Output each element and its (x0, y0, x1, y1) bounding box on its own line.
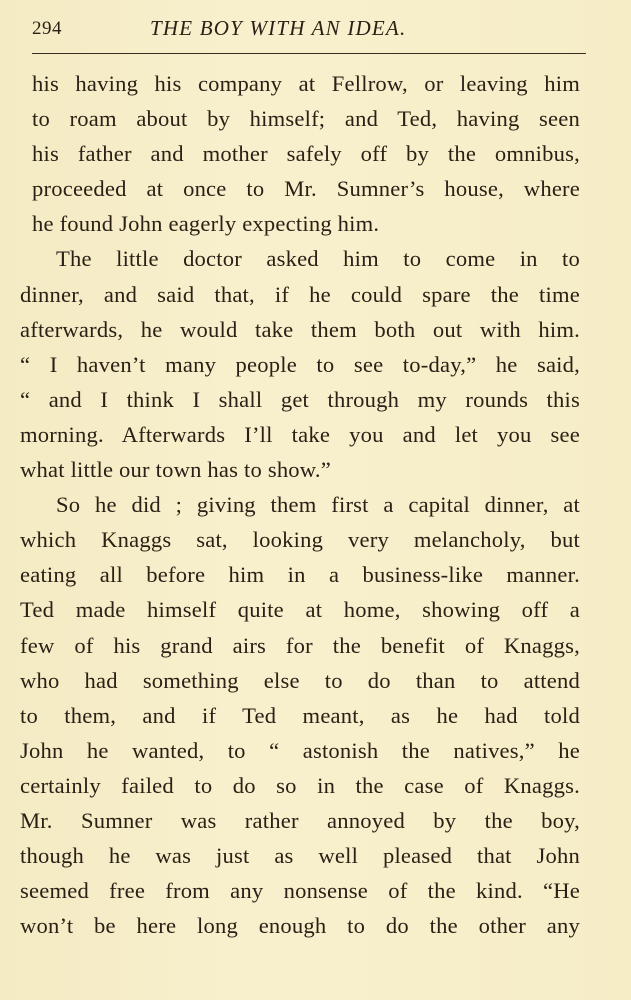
text-line: his having his company at Fellrow, or leaving him (32, 71, 580, 96)
text-line: “ and I think I shall get through my rounds this (20, 386, 580, 412)
text-line: certainly failed to do so in the case of Knaggs. (20, 772, 580, 798)
text-line: who had something else to do than to attend (20, 667, 580, 693)
text-line: few of his grand airs for the benefit of Knaggs, (20, 632, 580, 658)
text-line: John he wanted, to “ astonish the natives,” he (20, 737, 580, 763)
text-line: seemed free from any nonsense of the kind. “He (20, 878, 580, 904)
text-line: eating all before him in a business-like manner. (20, 562, 580, 588)
text-line: what little our town has to show.” (20, 457, 331, 483)
text-line: Ted made himself quite at home, showing off a (20, 597, 580, 623)
page-number: 294 (32, 18, 62, 39)
text-line: his father and mother safely off by the omnibus, (32, 141, 580, 167)
text-line: morning. Afterwards I’ll take you and let you see (20, 421, 580, 447)
text-line: which Knaggs sat, looking very melancholy, but (20, 527, 580, 553)
text-line: “ I haven’t many people to see to-day,” he said, (20, 351, 580, 377)
page-header (32, 14, 592, 44)
text-line: to them, and if Ted meant, as he had told (20, 702, 580, 728)
header-rule (32, 53, 586, 54)
text-line: dinner, and said that, if he could spare the time (20, 281, 580, 307)
text-line: he found John eagerly expecting him. (32, 211, 380, 237)
text-line: afterwards, he would take them both out with him. (20, 316, 580, 342)
text-line: though he was just as well pleased that John (20, 843, 580, 869)
text-line: The little doctor asked him to come in to (56, 246, 580, 272)
text-line: So he did ; giving them first a capital dinner, at (56, 492, 580, 518)
text-line: won’t be here long enough to do the other any (20, 913, 580, 939)
text-line: to roam about by himself; and Ted, having seen (32, 106, 580, 132)
text-line: Mr. Sumner was rather annoyed by the boy, (20, 807, 580, 833)
body-text (20, 66, 580, 943)
running-head: THE BOY WITH AN IDEA. (150, 16, 407, 40)
text-line: proceeded at once to Mr. Sumner’s house, where (32, 176, 580, 202)
